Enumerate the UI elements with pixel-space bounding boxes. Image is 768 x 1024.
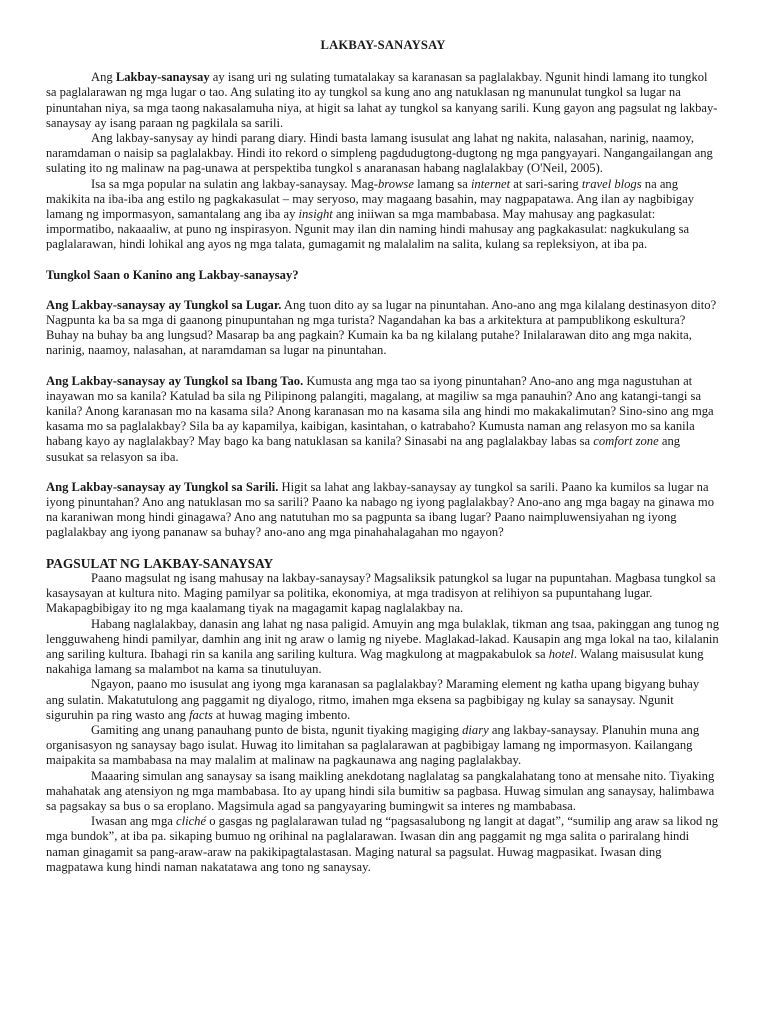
text-run: Higit sa lahat ang lakbay-sanaysay ay tungkol sa sarili. Paano ka kumilos sa lugar na iyong pinuntahan? Ano ang natuklasan mo sa sarili? Paano ka nabago ng iyong paglalakbay? Ano-ano ang mga bagay na ginawa mo na karaniwan mong hindi ginagawa? Ano ang natutuhan mo sa pagpunta sa ibang lugar? Paano naimpluwensiyahan ng iyong paglalakbay ang iyong pananaw sa buhay? ano-ano ang mga pinahahalagahan mo ngayon? [46, 479, 714, 540]
italic-term: browse [378, 176, 414, 191]
intro-paragraph-1 [46, 70, 720, 131]
italic-term: internet [470, 176, 511, 191]
text-run: Ang [91, 70, 116, 85]
italic-term: facts [189, 707, 213, 722]
text-run: Ang tuon dito ay sa lugar na pinuntahan. Ano-ano ang mga kilalang destinasyon dito? Nagpunta ka ba sa mga di gaanong pinupuntahan ng mga turista? Nagandahan ka bas a arkitektura at pampublikong eskultura? Buhay na buhay ba ang lungsud? Masarap ba ang pagkain? Kumain ka ba ng kilalang putahe? Inilalarawan dito ang mga nakita, narinig, naamoy, nalasahan, at naramdaman sa lugar na pinuntahan. [46, 297, 717, 358]
text-run: na ang makikita na iba-iba ang estilo ng pagkakasulat – may seryoso, may magaang basahin, may nagpapatawa. Ang ilan ay nagbibigay lamang ng impormasyon, samantalang ang iba ay [46, 176, 695, 222]
text-run: ay isang uri ng sulating tumatalakay sa karanasan sa paglalakbay. Ngunit hindi lamang ito tungkol sa paglalarawan ng mga lugar o tao. Ang sulating ito ay tungkol sa kung ano ang natuklasan ng manunulat tungkol sa lugar na pinuntahan niya, sa mga taong nakasalamuha niya, at higit sa lahat ay tungkol sa kanyang sarili. Kung gayon ang pagsulat ng lakbay-sanaysay ay isang paraan ng pagkilala sa sarili. [46, 70, 718, 130]
subheading-lugar: Ang Lakbay-sanaysay ay Tungkol sa Lugar. [46, 297, 282, 312]
pagsulat-paragraph-3 [46, 677, 720, 723]
subheading-sarili: Ang Lakbay-sanaysay ay Tungkol sa Sarili. [46, 479, 279, 494]
pagsulat-paragraph-6 [46, 814, 720, 875]
intro-paragraph-2: Ang lakbay-sanysay ay hindi parang diary. Hindi basta lamang isusulat ang lahat ng nakita, nalasahan, narinig, naamoy, naramdaman o naisip sa paglalakbay. Hindi ito rekord o simpleng pagdudugtong-dugtong ng mga pangyayari. Nangangailangan ang sulating ito ng malinaw na pag-unawa at perspektiba tungkol s anaranasan habang naglalakbay (O'Neil, 2005). [46, 131, 713, 176]
text-run: Ngayon, paano mo isusulat ang iyong mga karanasan sa paglalakbay? Maraming element ng katha upang bigyang buhay ang sulatin. Makatutulong ang paggamit ng diyalogo, ritmo, imahen mga eksena sa pagbibigay ng kulay sa sanaysay. Ngunit siguruhin pa ring wasto ang [46, 677, 700, 722]
text-run: Iwasan ang mga [91, 814, 176, 829]
subheading-tao: Ang Lakbay-sanaysay ay Tungkol sa Ibang Tao. [46, 373, 304, 388]
italic-term: comfort zone [593, 434, 659, 449]
pagsulat-paragraph-2 [46, 617, 720, 678]
text-run: lamang sa [413, 176, 471, 191]
italic-term: diary [462, 722, 489, 737]
italic-term: cliché [175, 814, 207, 829]
text-run: . Walang maisusulat kung nakahiga lamang sa malambot na kama sa tinutuluyan. [46, 646, 704, 677]
text-run: o gasgas ng paglalarawan tulad ng “pagsasalubong ng langit at dagat”, “sumilip ang araw sa likod ng mga bundok”, at iba pa. sikaping bumuo ng orihinal na paglalarawan. Iwasan din ang paggamit ng mga salita o pariralang hindi naman ginagamit sa pang-araw-araw na pakikipagtalastasan. Maging natural sa pagsulat. Huwag magpasikat. Iwasan ding magpatawa kung hindi naman nakatatawa ang tono ng sanaysay. [46, 814, 719, 874]
intro-paragraph-3 [46, 177, 720, 253]
pagsulat-heading: PAGSULAT NG LAKBAY-SANAYSAY [46, 555, 274, 571]
about-lugar-paragraph [46, 298, 720, 359]
text-run: ang susukat sa relasyon sa iba. [46, 434, 681, 464]
text-run: Isa sa mga popular na sulatin ang lakbay-sanaysay. Mag- [91, 176, 378, 191]
text-run: ang iniiwan sa mga mambabasa. May mahusay ang pagkasulat: impormatibo, nakaaaliw, at puno ng inspirasyon. Ngunit may ilan din naming hindi mahusay ang pagkakasulat: nagkukulang sa paglalarawan, hindi lohikal ang ayos ng mga talata, gumagamit ng malalalim na salita, kulang sa repleksiyon, at iba pa. [46, 207, 690, 252]
about-heading: Tungkol Saan o Kanino ang Lakbay-sanaysay? [46, 267, 299, 282]
pagsulat-paragraph-5: Maaaring simulan ang sanaysay sa isang maikling anekdotang naglalatag sa pangkalahatang tono at mensahe nito. Tiyaking mahahatak ang atensiyon ng mga mambabasa. Ito ay upang hindi sila bumitiw sa pagbasa. Huwag simulan ang sanaysay, halimbawa sa pagsakay sa bus o sa eroplano. Magsimula agad sa pangyayaring bumingwit sa interes ng mambabasa. [46, 768, 715, 813]
pagsulat-paragraph-4 [46, 723, 720, 769]
text-run: ang lakbay-sanaysay. Planuhin muna ang organisasyon ng sanaysay bago isulat. Huwag ito limitahan sa paglalarawan at pagbibigay lamang ng impormasyon. Kailangang maipakita sa mambabasa na may malalim at malinaw na pagkaunawa ang naging paglalakbay. [46, 722, 700, 768]
text-run: at huwag maging imbento. [212, 707, 351, 722]
pagsulat-paragraph-1: Paano magsulat ng isang mahusay na lakbay-sanaysay? Magsaliksik patungkol sa lugar na pupuntahan. Magbasa tungkol sa kasaysayan at kultura nito. Maging pamilyar sa politika, ekonomiya, at mga tradisyon at relihiyon sa pupuntahang lugar. Makapagbibigay ito ng mga kaalamang tiyak na magagamit kapag naglalakbay na. [46, 570, 716, 616]
text-run: at sari-saring [510, 176, 582, 191]
italic-term: insight [298, 207, 333, 222]
text-run: Habang naglalakbay, danasin ang lahat ng nasa paligid. Amuyin ang mga bulaklak, tikman ang tsaa, pakinggan ang tunog ng lengguwaheng hindi pamilyar, damhin ang init ng araw o lamig ng niyebe. Maglakad-lakad. Kausapin ang mga lokal na tao, kilalanin ang sariling kultura. Ibahagi rin sa kanila ang sariling kultura. Wag magkulong at magpakabulok sa [46, 616, 720, 661]
about-tao-paragraph [46, 374, 720, 465]
italic-term: hotel [548, 646, 574, 661]
about-sarili-paragraph [46, 480, 720, 541]
italic-term: travel blogs [581, 176, 642, 191]
term-bold: Lakbay-sanaysay [115, 70, 210, 85]
page-title: LAKBAY-SANAYSAY [320, 38, 446, 52]
text-run: Gamiting ang unang panauhang punto de bista, ngunit tiyaking magiging [91, 722, 463, 737]
text-run: Kumusta ang mga tao sa iyong pinuntahan? Ano-ano ang mga nagustuhan at inayawan mo sa kanila? Katulad ba sila ng Pilipinong palangiti, magalang, at magiliw sa mga panauhin? Ano ang katangi-tangi sa kanila? Anong karanasan mo na kasama sila? Anong karanasan mo na kasama sila ang hindi mo makakalimutan? Sino-sino ang mga kasama mo sa paglalakbay? Sila ba ay kapamilya, kaibigan, kasintahan, o katrabaho? Kumusta naman ang relasyon mo sa kanila habang kayo ay naglalakbay? May bago ka bang natuklasan sa kanila? Sinasabi na ang paglalakbay labas sa [46, 373, 714, 449]
